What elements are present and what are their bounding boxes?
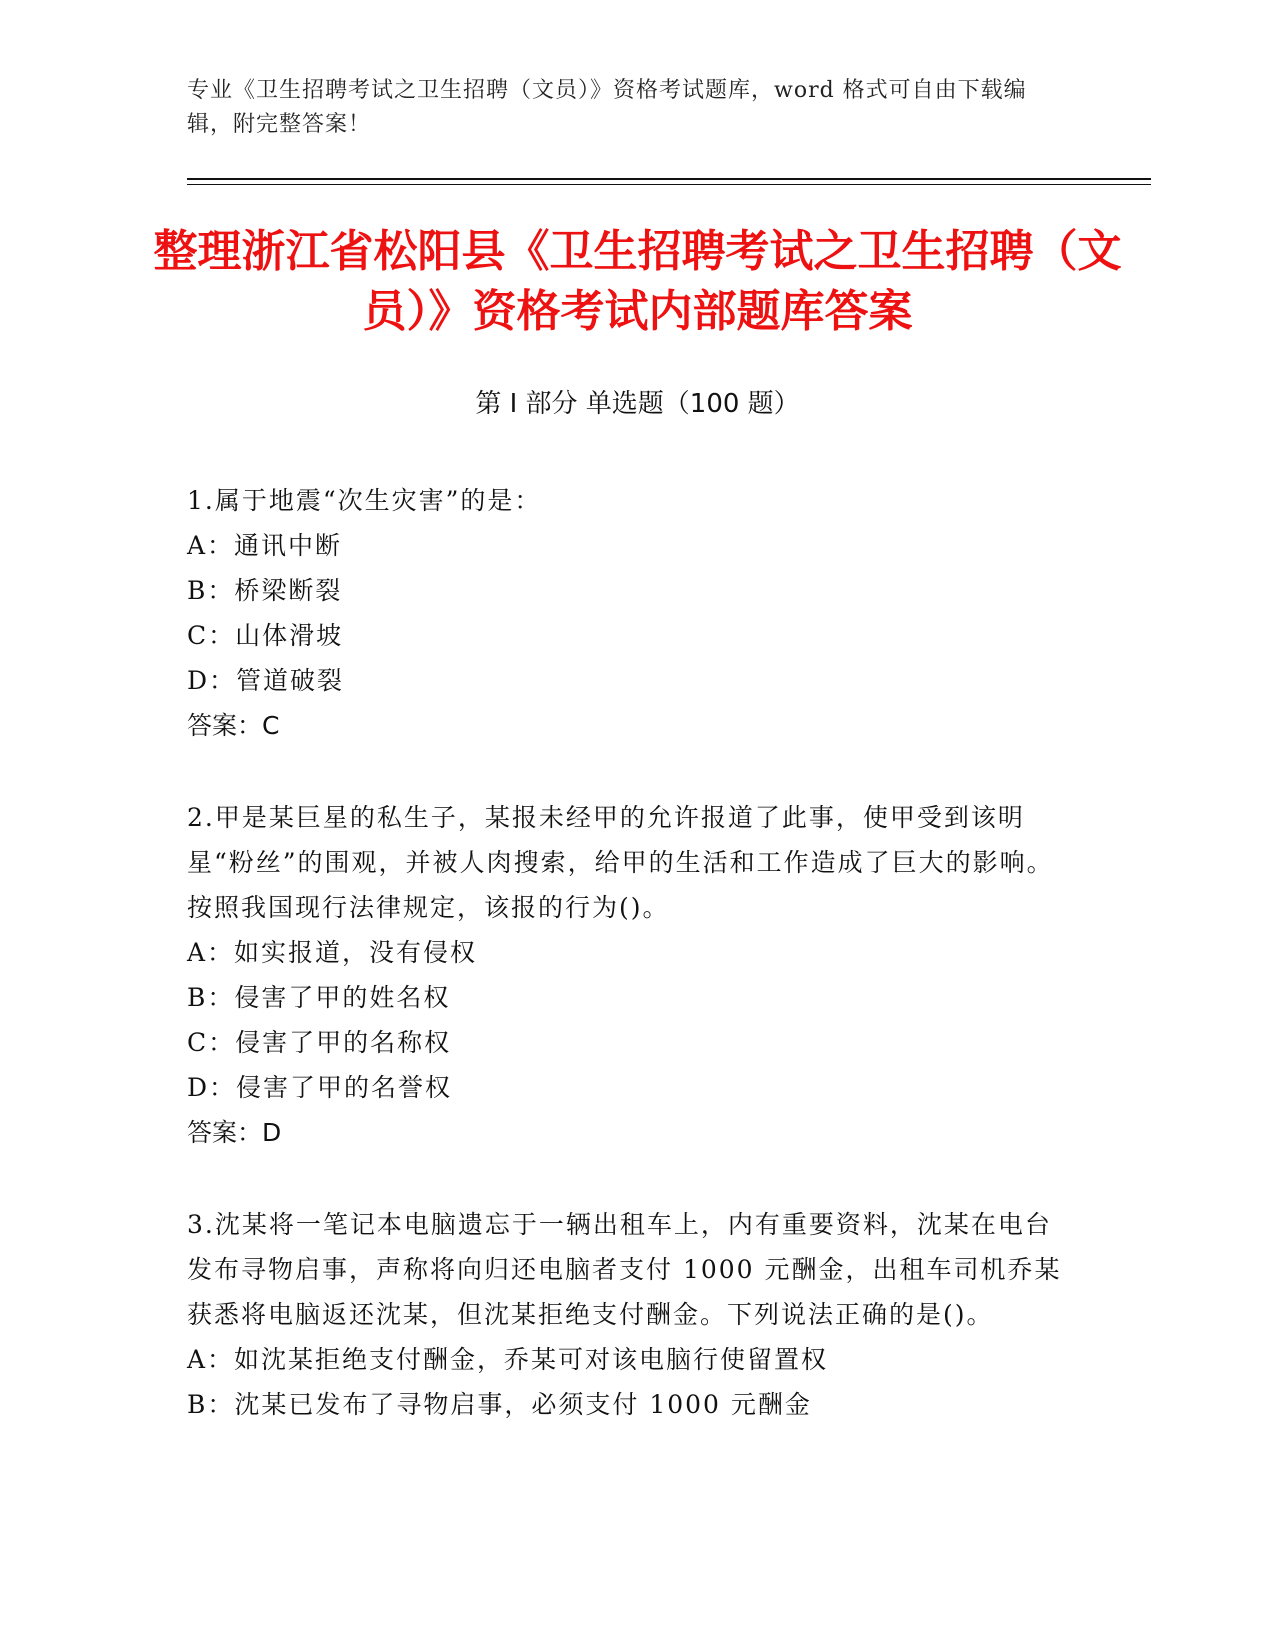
- question-3: [187, 1202, 1067, 1427]
- option-b: B：侵害了甲的姓名权: [187, 983, 451, 1012]
- header-note: 专业《卫生招聘考试之卫生招聘（文员）》资格考试题库，word 格式可自由下载编辑，附完整答案！: [187, 78, 1027, 137]
- answer-line: 答案：C: [187, 711, 280, 740]
- question-1: [187, 478, 1067, 748]
- answer-line: 答案：D: [187, 1118, 282, 1147]
- header-rule-thick: [187, 178, 1151, 180]
- option-c: C：山体滑坡: [187, 621, 344, 650]
- document-title: 整理浙江省松阳县《卫生招聘考试之卫生招聘（文员）》资格考试内部题库答案: [153, 226, 1122, 337]
- header-rule-thin: [187, 184, 1151, 185]
- option-a: A：如实报道，没有侵权: [187, 938, 478, 967]
- question-stem: 2.甲是某巨星的私生子，某报未经甲的允许报道了此事，使甲受到该明星“粉丝”的围观，并被人肉搜索，给甲的生活和工作造成了巨大的影响。按照我国现行法律规定，该报的行为()。: [187, 803, 1054, 922]
- option-b: B：沈某已发布了寻物启事，必须支付 1000 元酬金: [187, 1390, 812, 1419]
- option-d: D：管道破裂: [187, 666, 345, 695]
- option-d: D：侵害了甲的名誉权: [187, 1073, 453, 1102]
- question-2: [187, 795, 1067, 1155]
- option-c: C：侵害了甲的名称权: [187, 1028, 452, 1057]
- option-b: B：桥梁断裂: [187, 576, 343, 605]
- question-stem: 3.沈某将一笔记本电脑遗忘于一辆出租车上，内有重要资料，沈某在电台发布寻物启事，声称将向归还电脑者支付 1000 元酬金，出租车司机乔某获悉将电脑返还沈某，但沈某拒绝支付酬金。下列说法正确的是()。: [187, 1210, 1062, 1329]
- option-a: A：通讯中断: [187, 531, 343, 560]
- question-list: [187, 478, 1067, 1474]
- question-stem: 1.属于地震“次生灾害”的是：: [187, 486, 542, 515]
- section-title: 第 I 部分 单选题（100 题）: [475, 389, 800, 419]
- option-a: A：如沈某拒绝支付酬金，乔某可对该电脑行使留置权: [187, 1345, 829, 1374]
